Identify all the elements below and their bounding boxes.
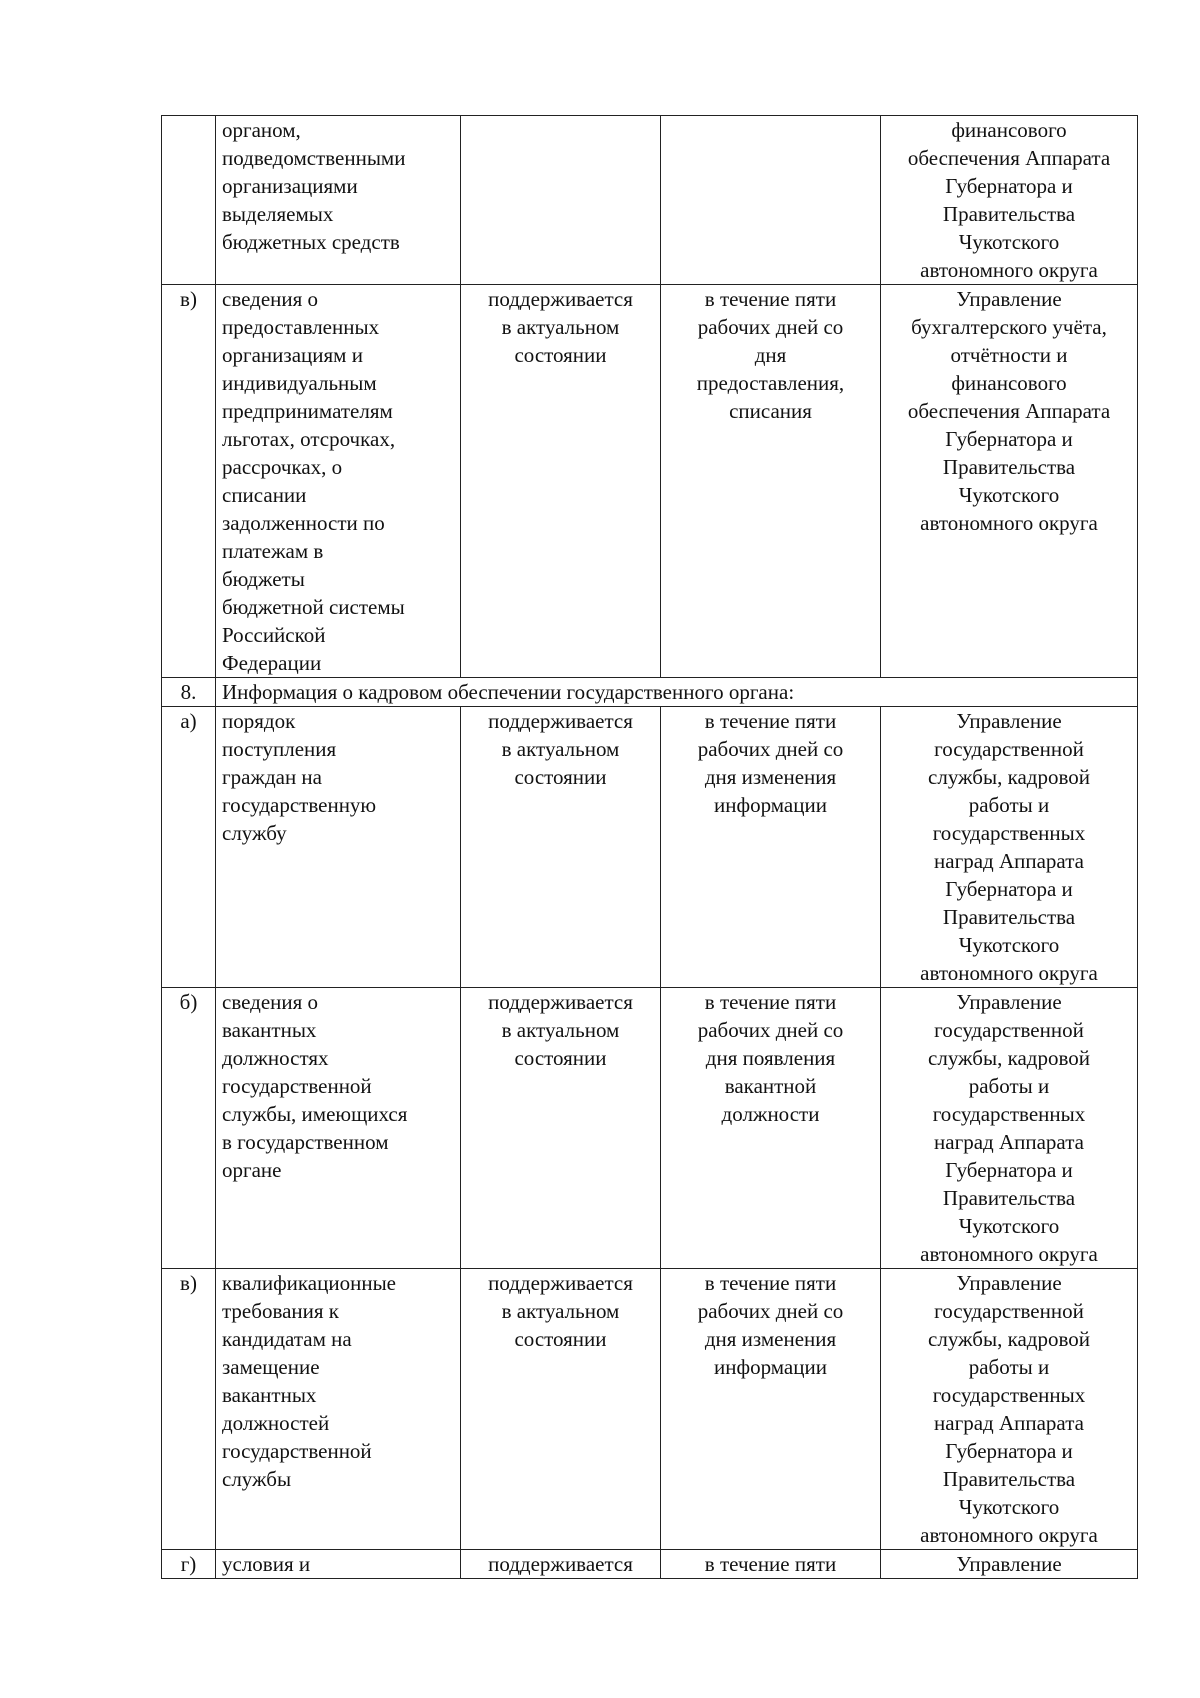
table-row [162,285,1138,678]
responsible-unit: Управление [881,1550,1138,1579]
section-number: 8. [162,678,216,707]
row-number: г) [162,1550,216,1579]
responsible-unit: Управление государственной службы, кадровой работы и государственных наград Аппарата Губернатора и Правительства Чукотского автономного округа [881,1269,1138,1550]
table-row [162,988,1138,1269]
placement-mode: поддерживается в актуальном состоянии [461,988,661,1269]
placement-mode: поддерживается в актуальном состоянии [461,285,661,678]
section-title: Информация о кадровом обеспечении государственного органа: [216,678,1138,707]
responsible-unit: Управление государственной службы, кадровой работы и государственных наград Аппарата Губернатора и Правительства Чукотского автономного округа [881,988,1138,1269]
table-row [162,1550,1138,1579]
placement-mode: поддерживается [461,1550,661,1579]
row-number [162,116,216,285]
section-row [162,678,1138,707]
placement-mode: поддерживается в актуальном состоянии [461,707,661,988]
update-term: в течение пяти рабочих дней со дня предоставления, списания [661,285,881,678]
update-term: в течение пяти рабочих дней со дня изменения информации [661,1269,881,1550]
update-term: в течение пяти [661,1550,881,1579]
info-description: квалификационные требования к кандидатам на замещение вакантных должностей государственной службы [216,1269,461,1550]
update-term [661,116,881,285]
info-description: сведения о предоставленных организациям и индивидуальным предпринимателям льготах, отсрочках, рассрочках, о списании задолженности по платежам в бюджеты бюджетной системы Российской Федерации [216,285,461,678]
placement-mode: поддерживается в актуальном состоянии [461,1269,661,1550]
information-table [161,115,1138,1579]
row-number: в) [162,285,216,678]
update-term: в течение пяти рабочих дней со дня появления вакантной должности [661,988,881,1269]
info-description: сведения о вакантных должностях государственной службы, имеющихся в государственном органе [216,988,461,1269]
row-number: а) [162,707,216,988]
update-term: в течение пяти рабочих дней со дня изменения информации [661,707,881,988]
info-description: условия и [216,1550,461,1579]
table-row [162,707,1138,988]
placement-mode [461,116,661,285]
info-description: органом, подведомственными организациями выделяемых бюджетных средств [216,116,461,285]
row-number: в) [162,1269,216,1550]
table-row [162,116,1138,285]
responsible-unit: финансового обеспечения Аппарата Губернатора и Правительства Чукотского автономного округа [881,116,1138,285]
row-number: б) [162,988,216,1269]
responsible-unit: Управление бухгалтерского учёта, отчётности и финансового обеспечения Аппарата Губернатора и Правительства Чукотского автономного округа [881,285,1138,678]
info-description: порядок поступления граждан на государственную службу [216,707,461,988]
responsible-unit: Управление государственной службы, кадровой работы и государственных наград Аппарата Губернатора и Правительства Чукотского автономного округа [881,707,1138,988]
table-row [162,1269,1138,1550]
